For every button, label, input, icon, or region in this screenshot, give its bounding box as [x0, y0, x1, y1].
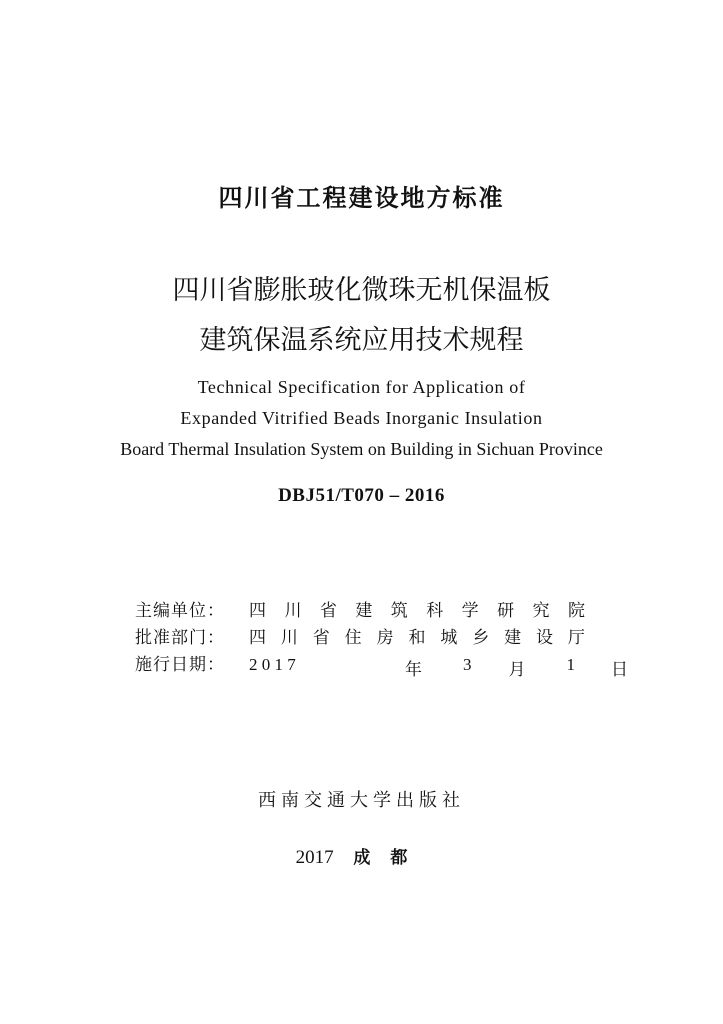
year-digit: 1 — [274, 655, 283, 674]
editor-char: 筑 — [390, 601, 408, 621]
year-unit: 年 — [405, 660, 422, 680]
effective-month: 3 — [463, 655, 472, 674]
approver-char: 省 — [312, 628, 330, 648]
english-title-line-2: Expanded Vitrified Beads Inorganic Insulation — [180, 408, 543, 428]
main-title-line-2: 建筑保温系统应用技术规程 — [199, 325, 524, 356]
editor-char: 建 — [355, 601, 373, 621]
imprint-city: 成都 — [353, 848, 428, 868]
day-unit: 日 — [611, 660, 628, 680]
approver-char: 厅 — [567, 628, 585, 648]
approver-char: 四 — [249, 628, 266, 648]
editor-char: 科 — [426, 601, 444, 621]
publisher-name: 西南交通大学出版社 — [258, 790, 465, 811]
editor-char: 究 — [532, 601, 550, 621]
year-digit: 7 — [287, 655, 296, 674]
approver-char: 房 — [376, 628, 394, 648]
editor-value — [247, 596, 585, 621]
editor-row — [135, 596, 585, 623]
standard-code: DBJ51/T070 – 2016 — [278, 485, 445, 506]
approver-char: 和 — [408, 628, 426, 648]
editor-char: 四 — [249, 601, 266, 621]
effective-year — [249, 655, 372, 680]
approver-char: 住 — [344, 628, 362, 648]
editor-label: 主编单位： — [135, 601, 225, 621]
editor-char: 研 — [497, 601, 515, 621]
english-title-line-1: Technical Specification for Application of — [197, 377, 526, 397]
approver-label: 批准部门： — [135, 628, 225, 648]
series-title: 四川省工程建设地方标准 — [218, 184, 505, 212]
editor-char: 川 — [284, 601, 302, 621]
year-digit: 2 — [249, 655, 258, 674]
main-title-line-1: 四川省膨胀玻化微珠无机保温板 — [172, 275, 551, 306]
editor-char: 院 — [567, 601, 585, 621]
effective-date-label: 施行日期： — [135, 655, 225, 675]
approver-char: 乡 — [472, 628, 490, 648]
approver-char: 设 — [536, 628, 554, 648]
approver-char: 川 — [280, 628, 298, 648]
approver-char: 城 — [440, 628, 458, 648]
effective-date-row — [135, 650, 628, 680]
imprint-year: 2017 — [295, 847, 334, 868]
approver-char: 建 — [504, 628, 522, 648]
info-table — [135, 596, 628, 680]
editor-char: 省 — [319, 601, 337, 621]
imprint-line — [0, 843, 723, 869]
month-unit: 月 — [508, 660, 526, 680]
approver-row — [135, 623, 585, 650]
year-digit: 0 — [261, 655, 271, 674]
effective-date-value — [247, 655, 628, 680]
editor-char: 学 — [461, 601, 479, 621]
approver-value — [247, 623, 585, 648]
english-title-line-3: Board Thermal Insulation System on Building in Sichuan Province — [120, 439, 603, 459]
effective-day: 1 — [566, 655, 575, 674]
